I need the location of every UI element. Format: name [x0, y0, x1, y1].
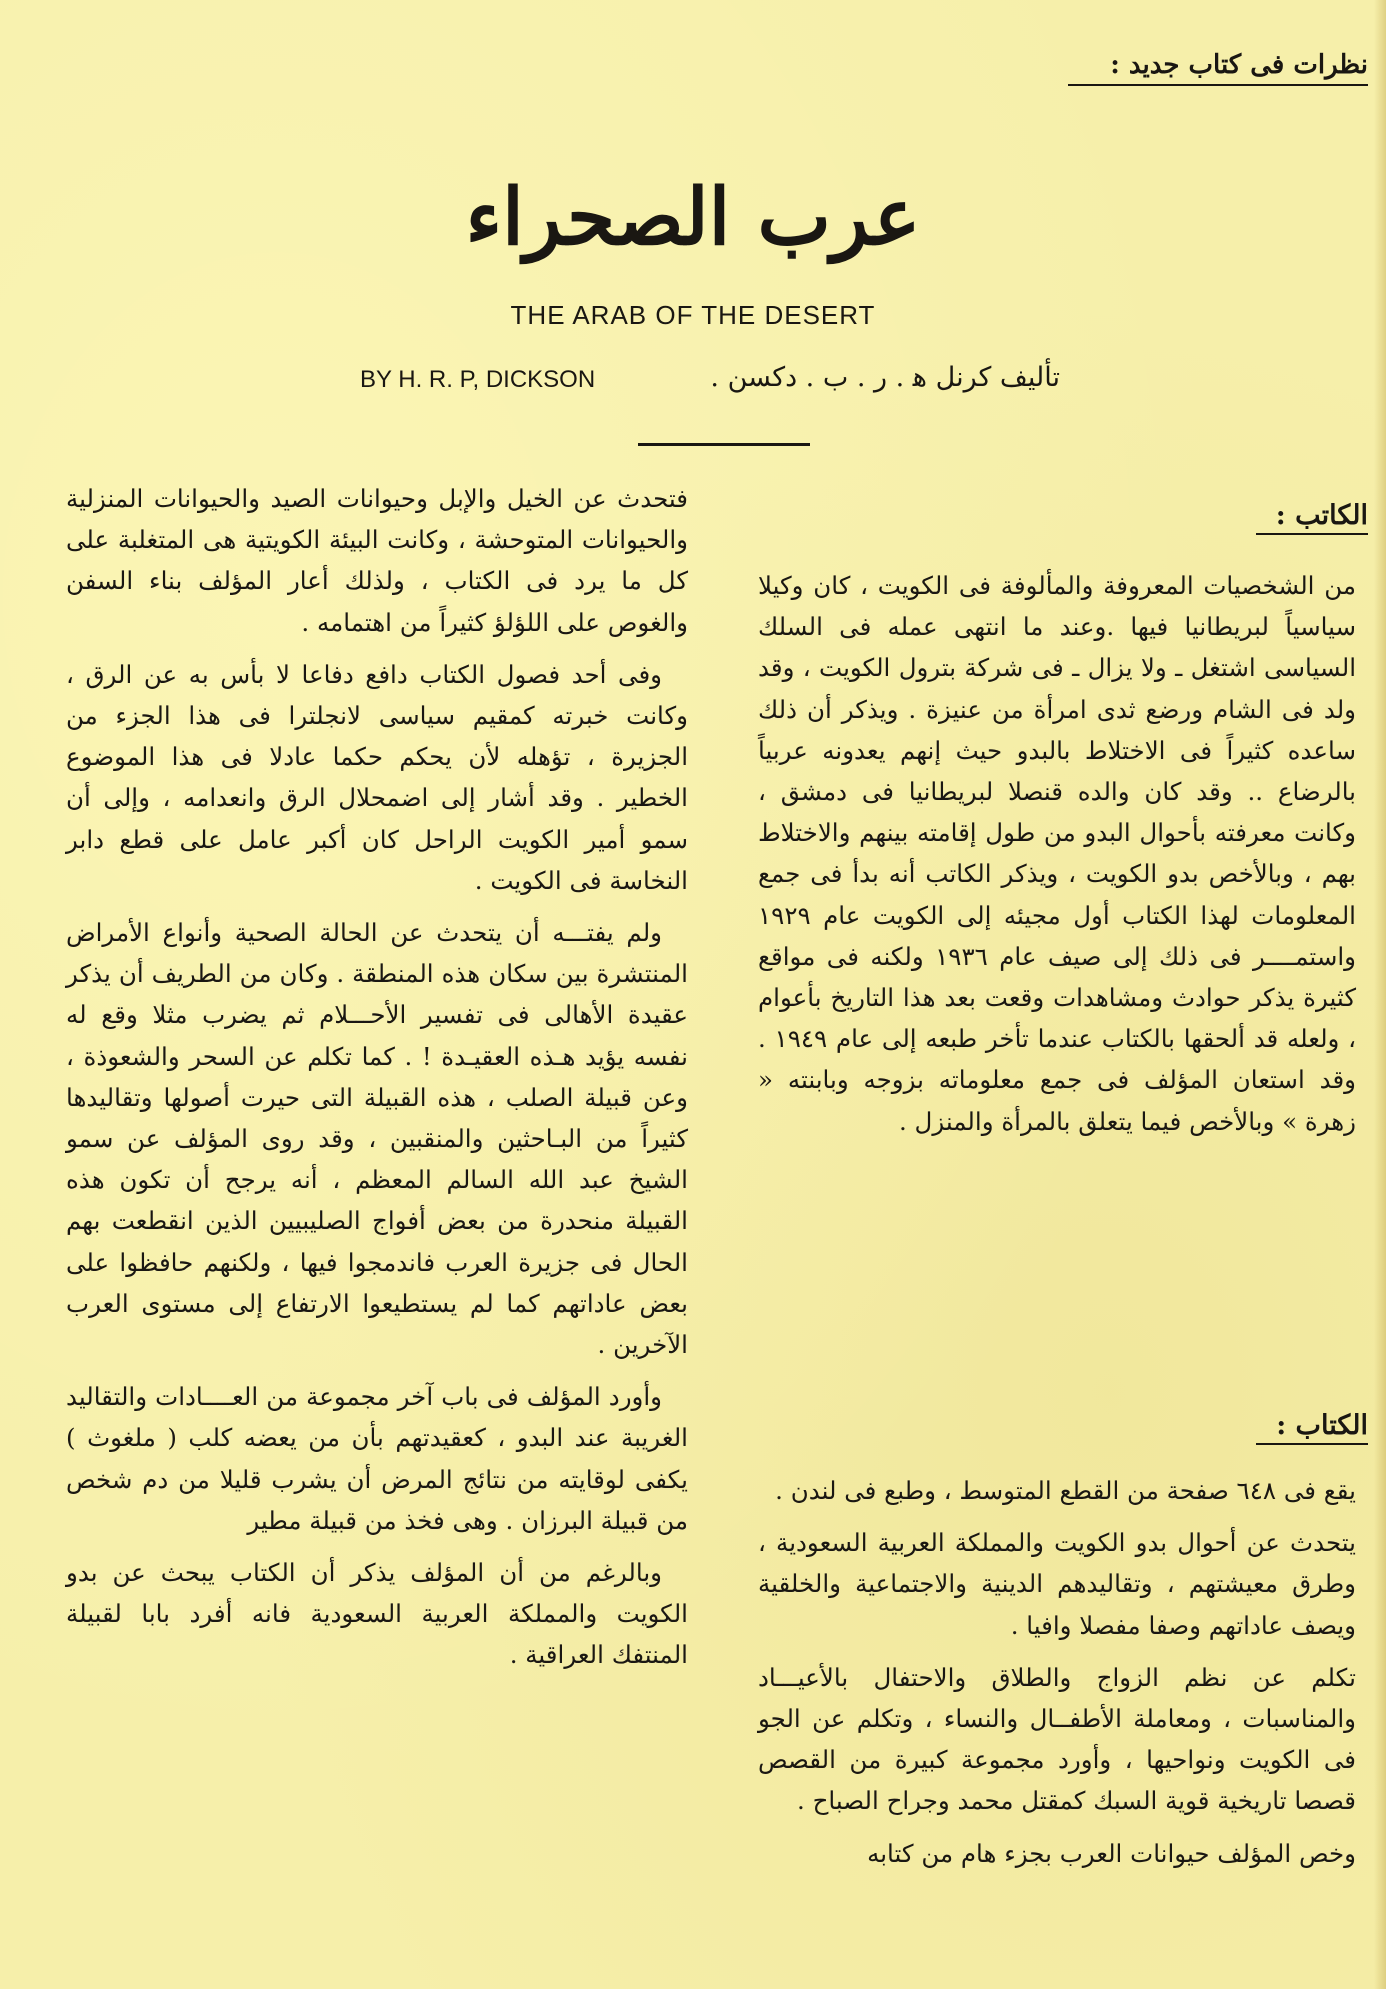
arabic-author-line: تأليف كرنل ﻫ . ر . ب . دكسن .: [710, 362, 1060, 393]
byline: [360, 362, 1060, 402]
title-divider: [638, 443, 810, 446]
book-paragraph: يتحدث عن أحوال بدو الكويت والمملكة العربية السعودية ، وطرق معيشتهم ، وتقاليدهم الدينية والاجتماعية والخلقية ويصف عاداتهم وصفا مفصلا وافيا .: [758, 1528, 1356, 1640]
left-paragraph: وبالرغم من أن المؤلف يذكر أن الكتاب يبحث عن بدو الكويت والمملكة العربية السعودية فانه أفرد بابا لقبيلة المنتفك العراقية .: [66, 1558, 688, 1670]
left-column: [66, 478, 688, 1687]
book-paragraph: وخص المؤلف حيوانات العرب بجزء هام من كتابه: [867, 1838, 1356, 1868]
author-section: [758, 565, 1356, 1153]
book-paragraph: تكلم عن نظم الزواج والطلاق والاحتفال بالأعيـــاد والمناسبات ، ومعاملة الأطفــال والنساء ، وتكلم عن الجو فى الكويت ونواحيها ، وأورد مجموعة كبيرة من القصص قصصا تاريخية قوية السبك كمقتل محمد وجراح الصباح .: [758, 1662, 1356, 1816]
book-section: [758, 1470, 1356, 1885]
page-edge-shadow: [1374, 0, 1386, 1989]
author-section-heading: الكاتب :: [1256, 500, 1368, 535]
english-author-line: BY H. R. P, DICKSON: [360, 366, 596, 393]
left-paragraph: وأورد المؤلف فى باب آخر مجموعة من العــــادات والتقاليد الغريبة عند البدو ، كعقيدتهم بأن من يعضه كلب ( ملغوث ) يكفى لوقايته من نتائج المرض أن يشرب قليلا من دم شخص من قبيلة البرزان . وهى فخذ من قبيلة مطير: [66, 1382, 688, 1535]
left-paragraph: فتحدث عن الخيل والإبل وحيوانات الصيد والحيوانات المنزلية والحيوانات المتوحشة ، وكانت البيئة الكويتية هى المتغلبة على كل ما يرد فى الكتاب ، ولذلك أعار المؤلف بناء السفن والغوص على اللؤلؤ كثيراً من اهتمامه .: [66, 484, 688, 637]
book-paragraph: يقع فى ٦٤٨ صفحة من القطع المتوسط ، وطبع فى لندن .: [775, 1476, 1356, 1505]
book-section-heading: الكتاب :: [1256, 1410, 1368, 1445]
english-book-title: THE ARAB OF THE DESERT: [510, 300, 876, 330]
arabic-book-title: عرب الصحراء: [465, 172, 921, 263]
left-paragraph: ولم يفتـــه أن يتحدث عن الحالة الصحية وأنواع الأمراض المنتشرة بين سكان هذه المنطقة . وكان من الطريف أن يذكر عقيدة الأهالى فى تفسير الأحـــلام ثم يضرب مثلا وقع له نفسه يؤيد هـذه العقيـدة ! . كما تكلم عن السحر والشعوذة ، وعن قبيلة الصلب ، هذه القبيلة التى حيرت أصولها وتقاليدها كثيراً من البـاحثين والمنقبين ، وقد روى المؤلف عن سمو الشيخ عبد الله السالم المعظم ، أنه يرجح أن تكون هذه القبيلة منحدرة من بعض أفواج الصليبيين الذين انقطعت بهم الحال فى جزيرة العرب فاندمجوا فيها ، ولكنهم حافظوا على بعض عاداتهم كما لم يستطيعوا الارتفاع إلى مستوى العرب الآخرين .: [66, 918, 688, 1360]
left-paragraph: وفى أحد فصول الكتاب دافع دفاعا لا بأس به عن الرق ، وكانت خبرته كمقيم سياسى لانجلترا فى هذا الجزء من الجزيرة ، تؤهله لأن يحكم حكما عادلا فى هذا الموضوع الخطير . وقد أشار إلى اضمحلال الرق وانعدامه ، وإلى أن سمو أمير الكويت الراحل كان أكبر عامل على قطع دابر النخاسة فى الكويت .: [66, 659, 688, 895]
series-header: نظرات فى كتاب جديد :: [1068, 50, 1368, 86]
author-paragraph: من الشخصيات المعروفة والمألوفة فى الكويت ، كان وكيلا سياسياً لبريطانيا فيها .وعند ما انتهى عمله فى السلك السياسى اشتغل ـ ولا يزال ـ فى شركة بترول الكويت ، وقد ولد فى الشام ورضع ثدى امرأة من عنيزة . ويذكر أن ذلك ساعده كثيراً فى الاختلاط بالبدو حيث إنهم يعدونه عربياً بالرضاع .. وقد كان والده قنصلا لبريطانيا فى دمشق ، وكانت معرفته بأحوال البدو من طول إقامته بينهم والاختلاط بهم ، وبالأخص بدو الكويت ، ويذكر الكاتب أنه بدأ فى جمع المعلومات لهذا الكتاب أول مجيئه إلى الكويت عام ١٩٢٩ واستمــــر فى ذلك إلى صيف عام ١٩٣٦ ولكنه فى مواقع كثيرة يذكر حوادث ومشاهدات وقعت بعد هذا التاريخ بأعوام ، ولعله قد ألحقها بالكتاب عندما تأخر طبعه إلى عام ١٩٤٩ . وقد استعان المؤلف فى جمع معلوماته بزوجه وبابنته « زهرة » وبالأخص فيما يتعلق بالمرأة والمنزل .: [758, 571, 1357, 1136]
